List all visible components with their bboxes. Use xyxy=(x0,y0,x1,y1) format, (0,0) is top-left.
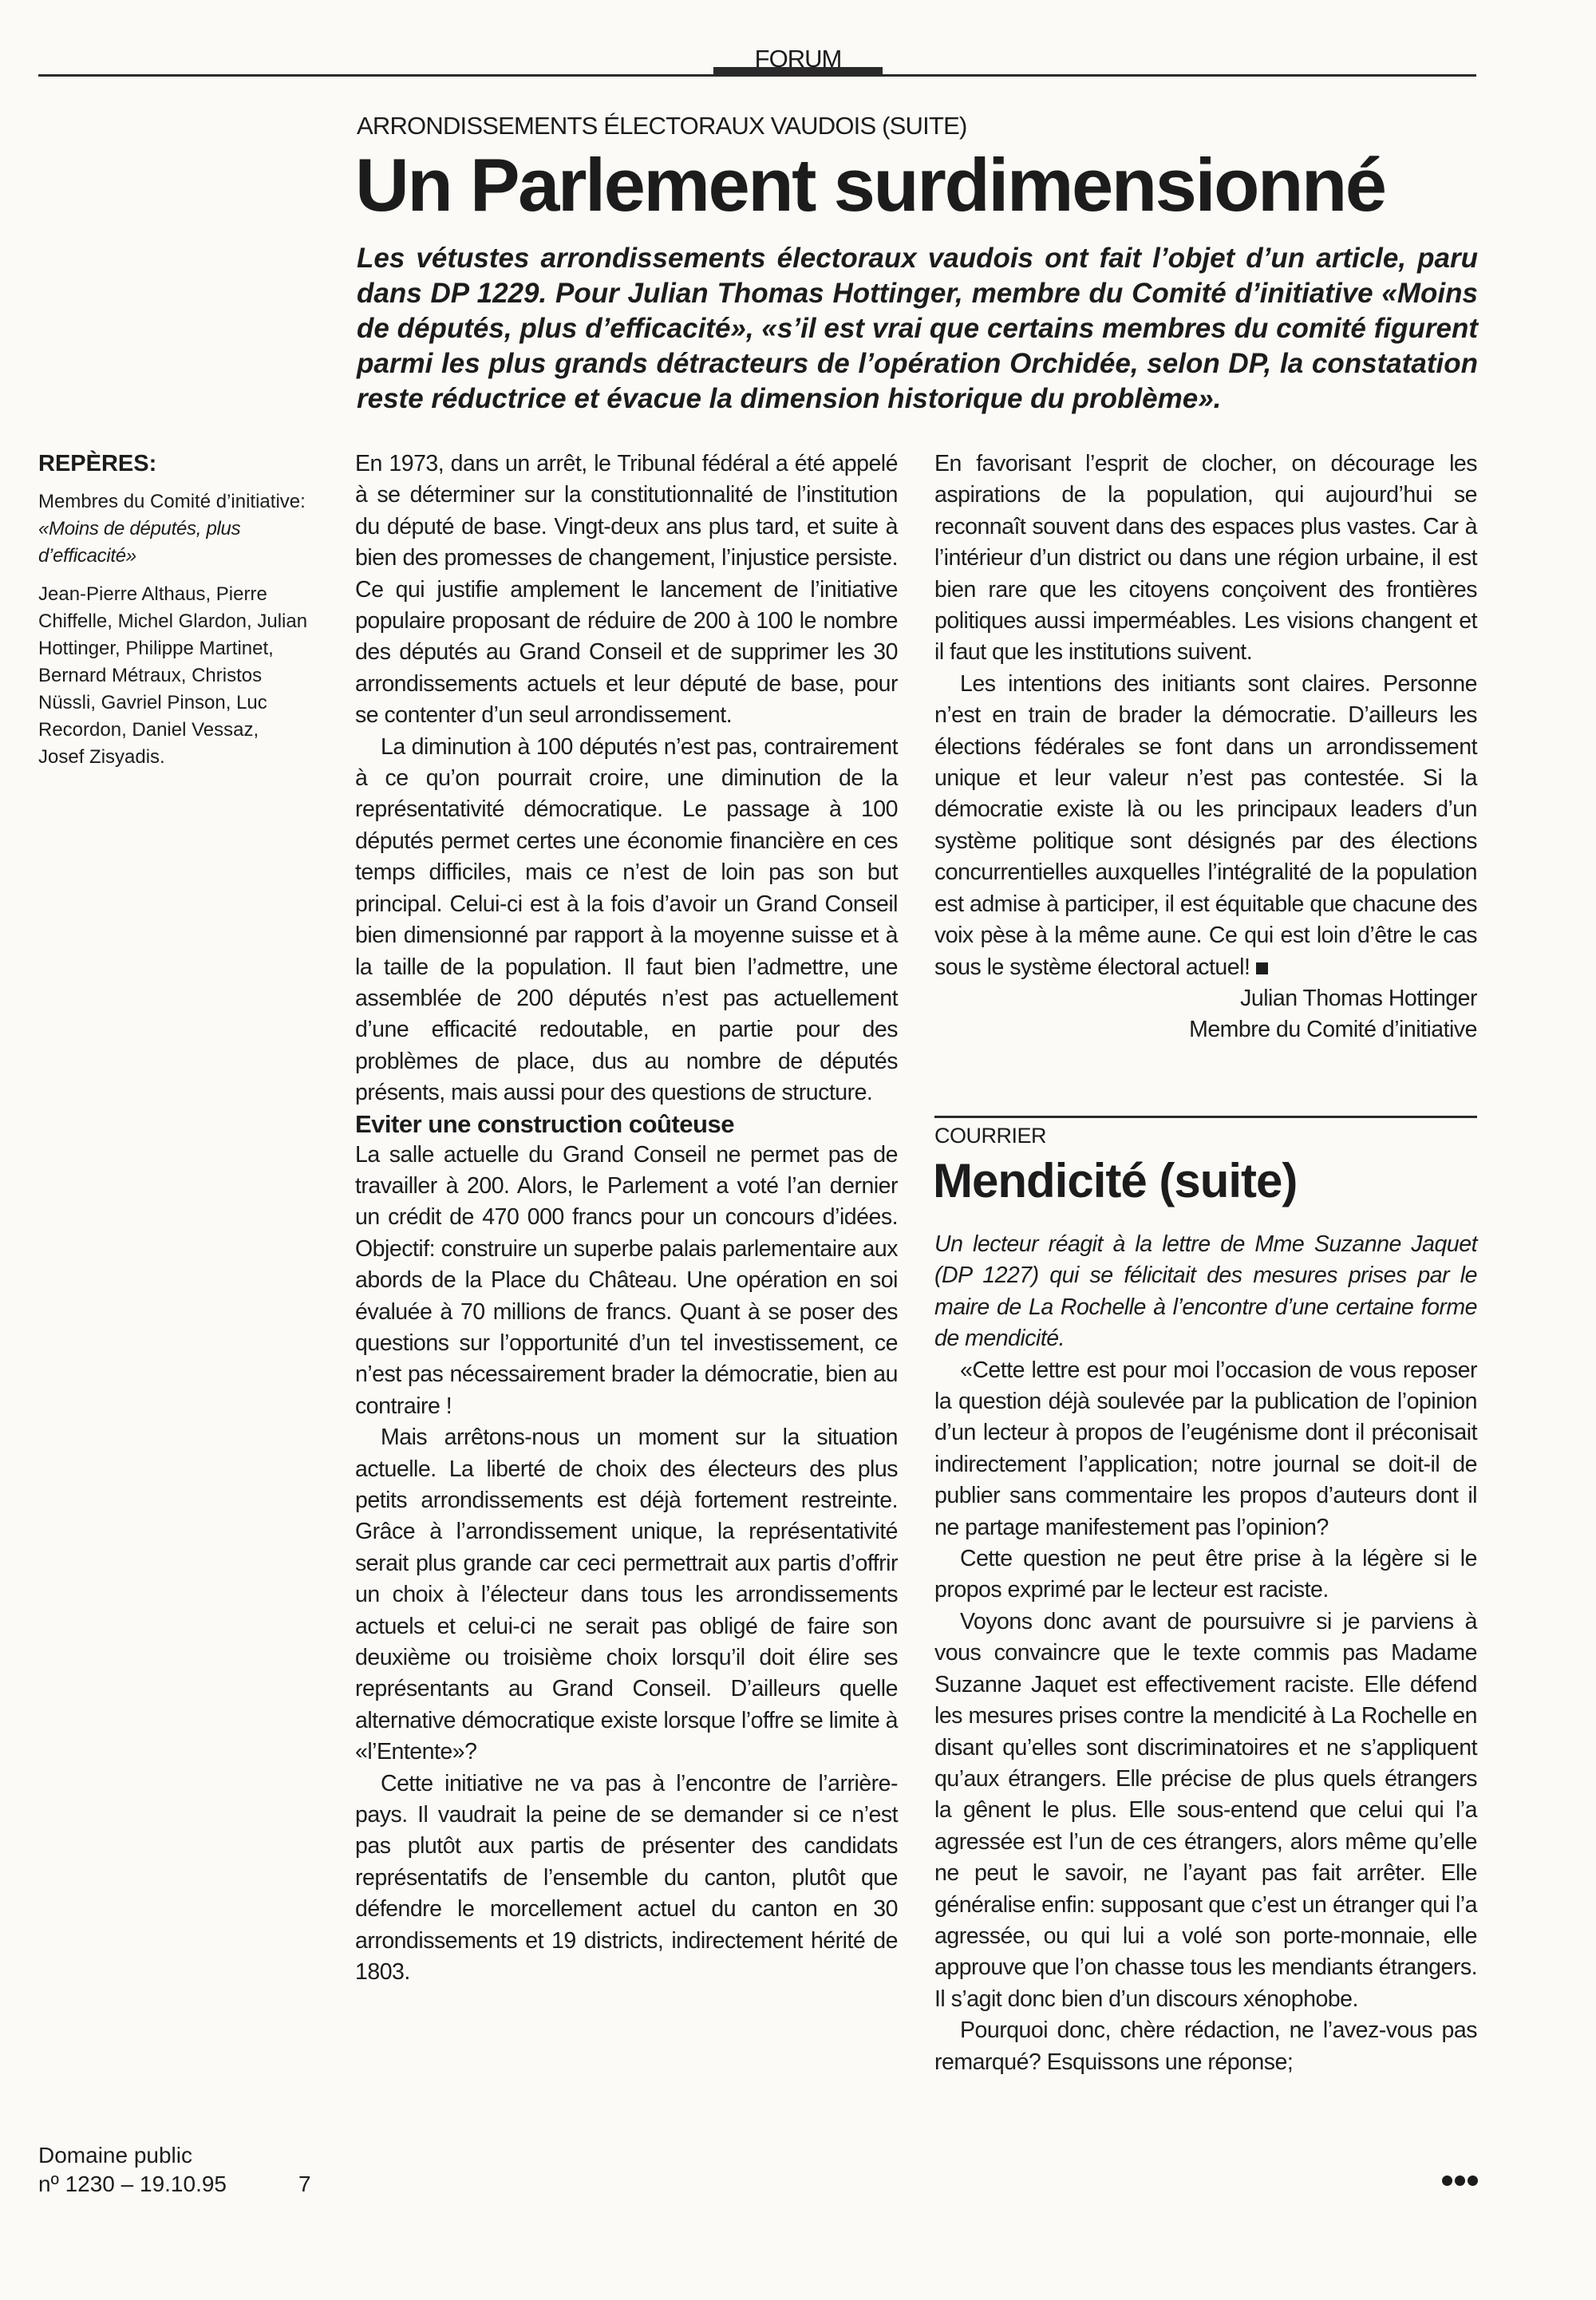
end-mark-icon xyxy=(1256,962,1268,974)
courrier-rule xyxy=(934,1116,1477,1118)
section-label: FORUM xyxy=(754,45,842,73)
courrier-paragraph: Cette question ne peut être prise à la légère si le propos exprimé par le lecteur est raciste. xyxy=(934,1546,1477,1603)
courrier-paragraph: Voyons donc avant de poursuivre si je parviens à vous convaincre que le texte commis pas Madame Suzanne Jaquet est effectivement raciste. Elle défend les mesures prises contre la mendicité à La Rochelle en disant qu’elles sont discriminatoires et ne s’appliquent qu’aux étrangers. Elle précise de plus quels étrangers la gênent le plus. Elle sous-entend que celui qui l’a agressée est l’un de ces étrangers, alors même qu’elle ne peut le savoir, ne l’ayant pas fait arrêter. Elle généralise enfin: supposant que c’est un étranger qui l’a agressée, ou qui lui a volé son porte-monnaie, elle approuve que l’on chasse tous les mendiants étrangers. Il s’agit donc bien d’un discours xénophobe. xyxy=(934,1608,1477,2012)
continued-dots-icon xyxy=(1440,2168,1478,2192)
courrier-column xyxy=(934,1229,1477,2078)
article-paragraph: La diminution à 100 députés n’est pas, contrairement à ce qu’on pourrait croire, une diminution de la représentativité démocratique. Le passage à 100 députés permet certes une économie financière en ces temps difficiles, mais ce n’est de loin pas son but principal. Celui-ci est à la fois d’avoir un Grand Conseil bien dimensionné par rapport à la moyenne suisse et à la taille de la population. Il faut bien l’admettre, une assemblée de 200 députés n’est pas actuellement d’une efficacité redoutable, en partie pour des problèmes de place, dus au nombre de députés présents, mais aussi pour des questions de structure. xyxy=(355,733,898,1106)
page-title: Un Parlement surdimensionné xyxy=(355,143,1385,227)
article-paragraph: Les intentions des initiants sont claires. Personne n’est en train de brader la démocratie. D’ailleurs les élections fédérales se font dans un arrondissement unique et leur valeur n’est pas contestée. Si la démocratie existe là ou les principaux leaders d’un système politique sont désignés par des élections concurrentielles auxquelles l’intégralité de la population est admise à participer, il est équitable que chacune des voix pèse à la même aune. Ce qui est loin d’être le cas sous le système électoral actuel! xyxy=(934,670,1477,980)
article-paragraph: En 1973, dans un arrêt, le Tribunal fédéral a été appelé à se déterminer sur la constitutionnalité de l’institution du député de base. Vingt-deux ans plus tard, et suite à bien des promesses de changement, l’injustice persiste. Ce qui justifie amplement le lancement de l’initiative populaire proposant de réduire de 200 à 100 le nombre des députés au Grand Conseil et de supprimer les 30 arrondissements actuels et leur député de base, pour se contenter d’un seul arrondissement. xyxy=(355,451,898,729)
article-column-2 xyxy=(934,449,1477,1046)
article-paragraph: En favorisant l’esprit de clocher, on décourage les aspirations de la population, qui aujourd’hui se reconnaît souvent dans des espaces plus vastes. Car à l’intérieur d’un district ou dans une région urbaine, il est bien rare que les citoyens conçoivent des frontières politiques aussi imperméables. Les visions changent et il faut que les institutions suivent. xyxy=(934,451,1477,666)
article-paragraph: La salle actuelle du Grand Conseil ne permet pas de travailler à 200. Alors, le Parlement a voté l’an dernier un crédit de 470 000 francs pour un concours d’idées. Objectif: construire un superbe palais parlementaire aux abords de la Place du Château. Une opération en soi évaluée à 70 millions de francs. Quant à se poser des questions sur l’opportunité d’un tel investissement, ce n’est pas nécessairement brader la démocratie, bien au contraire ! xyxy=(355,1141,898,1419)
article-column-1 xyxy=(355,449,898,1989)
courrier-label: COURRIER xyxy=(934,1124,1047,1148)
courrier-paragraph: «Cette lettre est pour moi l’occasion de vous reposer la question déjà soulevée par la publication de l’opinion d’un lecteur à propos de l’eugénisme dont il préconisait indirectement l’application; notre journal se doit-il de publier sans commentaire les propos d’auteurs dont il ne partage manifestement pas l’opinion? xyxy=(934,1357,1477,1540)
page-number: 7 xyxy=(298,2172,311,2196)
courrier-paragraph: Pourquoi donc, chère rédaction, ne l’avez-vous pas remarqué? Esquissons une réponse; xyxy=(934,2017,1477,2075)
reperes-subtitle: Membres du Comité d’initiative: «Moins de députés, plus d’efficacité» xyxy=(38,491,306,567)
signature-name: Julian Thomas Hottinger xyxy=(1240,985,1477,1011)
kicker: ARRONDISSEMENTS ÉLECTORAUX VAUDOIS (SUITE) xyxy=(357,112,967,140)
courrier-title: Mendicité (suite) xyxy=(933,1154,1298,1207)
courrier-lead: Un lecteur réagit à la lettre de Mme Suzanne Jaquet (DP 1227) qui se félicitait des mesures prises par le maire de La Rochelle à l’encontre d’une certaine forme de mendicité. xyxy=(934,1231,1477,1352)
signature-role: Membre du Comité d’initiative xyxy=(1189,1017,1477,1043)
article-paragraph: Mais arrêtons-nous un moment sur la situation actuelle. La liberté de choix des électeurs des plus petits arrondissements est déjà fortement restreinte. Grâce à l’arrondissement unique, la représentativité serait plus grande car ceci permettrait aux partis d’offrir un choix à l’électeur dans tous les arrondissements actuels et celui-ci ne serait pas obligé de faire son deuxième ou troisième choix lorsqu’il doit élire ses représentants au Grand Conseil. D’ailleurs quelle alternative démocratique existe lorsque l’offre se limite à «l’Entente»? xyxy=(355,1425,898,1765)
lead-paragraph: Les vétustes arrondissements électoraux vaudois ont fait l’objet d’un article, paru dans DP 1229. Pour Julian Thomas Hottinger, membre du Comité d’initiative «Moins de députés, plus d’efficacité», «s’il est vrai que certains membres du comité figurent parmi les plus grands détracteurs de l’opération Orchidée, selon DP, la constatation reste réductrice et évacue la dimension historique du problème». xyxy=(357,243,1478,414)
article-paragraph: Cette initiative ne va pas à l’encontre de l’arrière-pays. Il vaudrait la peine de se demander si ce n’est pas plutôt aux partis de présenter des candidats représentatifs de l’ensemble du canton, plutôt que défendre le morcellement actuel du canton en 30 arrondissements et 19 districts, indirectement hérité de 1803. xyxy=(355,1770,898,1986)
reperes-names: Jean-Pierre Althaus, Pierre Chiffelle, Michel Glardon, Julian Hottinger, Philippe Martinet, Bernard Métraux, Christos Nüssli, Gavriel Pinson, Luc Recordon, Daniel Vessaz, Josef Zisyadis. xyxy=(38,583,308,768)
article-subhead: Eviter une construction coûteuse xyxy=(355,1109,734,1138)
footer-publication: Domaine public nº 1230 – 19.10.95 xyxy=(38,2143,227,2196)
reperes-label: REPÈRES: xyxy=(38,451,157,476)
